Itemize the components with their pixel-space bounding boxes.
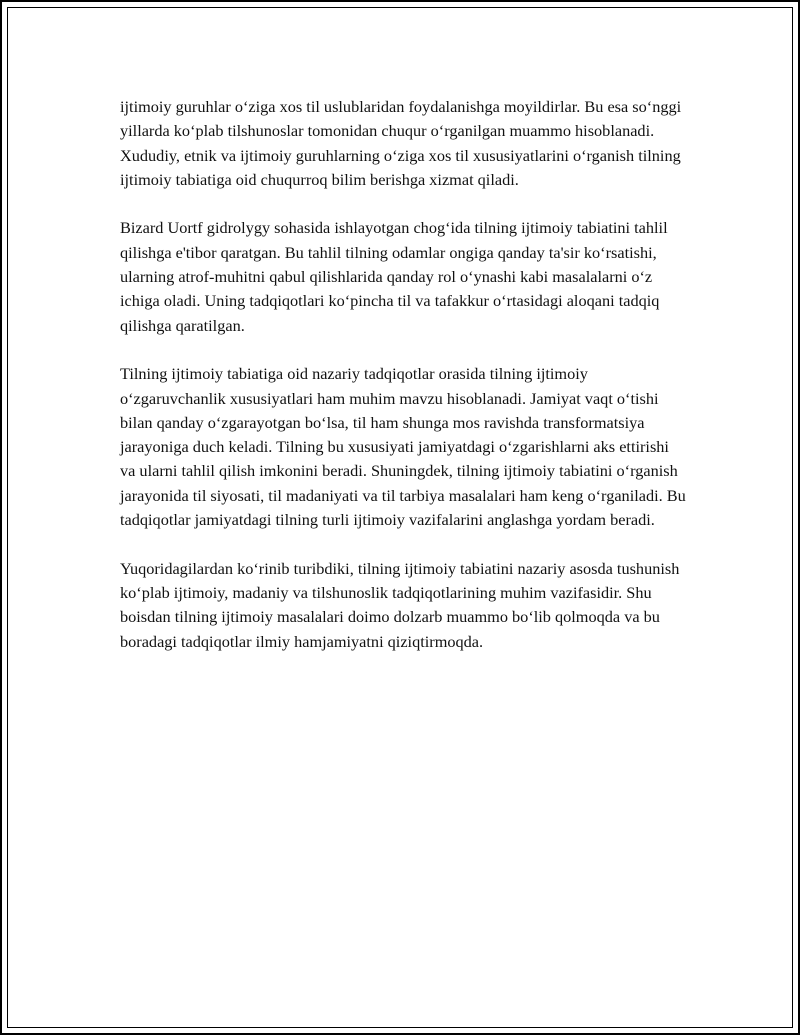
paragraph-1: ijtimoiy guruhlar o‘ziga xos til uslublaridan foydalanishga moyildirlar. Bu esa so‘nggi yillarda ko‘plab tilshunoslar tomonidan chuqur o‘rganilgan muammo hisoblanadi. Xududiy, etnik va ijtimoiy guruhlarning o‘ziga xos til xususiyatlarini o‘rganish tilning ijtimoiy tabiatiga oid chuqurroq bilim berishga xizmat qiladi. xyxy=(120,97,682,189)
document-body xyxy=(120,95,688,678)
paragraph-2: Bizard Uortf gidrolygy sohasida ishlayotgan chog‘ida tilning ijtimoiy tabiatini tahlil qilishga e'tibor qaratgan. Bu tahlil tilning odamlar ongiga qanday ta'sir ko‘rsatishi, ularning atrof-muhitni qabul qilishlarida qanday rol o‘ynashi kabi masalalarni o‘z ichiga oladi. Uning tadqiqotlari ko‘pincha til va tafakkur o‘rtasidagi aloqani tadqiq qilishga qaratilgan. xyxy=(120,218,668,335)
paragraph-3: Tilning ijtimoiy tabiatiga oid nazariy tadqiqotlar orasida tilning ijtimoiy o‘zgaruvchanlik xususiyatlari ham muhim mavzu hisoblanadi. Jamiyat vaqt o‘tishi bilan qanday o‘zgarayotgan bo‘lsa, til ham shunga mos ravishda transformatsiya jarayoniga duch keladi. Tilning bu xususiyati jamiyatdagi o‘zgarishlarni aks ettirishi va ularni tahlil qilish imkonini beradi. Shuningdek, tilning ijtimoiy tabiatini o‘rganish jarayonida til siyosati, til madaniyati va til tarbiya masalalari ham keng o‘rganiladi. Bu tadqiqotlar jamiyatdagi tilning turli ijtimoiy vazifalarini anglashga yordam beradi. xyxy=(120,364,686,530)
paragraph-4: Yuqoridagilardan ko‘rinib turibdiki, tilning ijtimoiy tabiatini nazariy asosda tushunish ko‘plab ijtimoiy, madaniy va tilshunoslik tadqiqotlarining muhim vazifasidir. Shu boisdan tilning ijtimoiy masalalari doimo dolzarb muammo bo‘lib qolmoqda va bu boradagi tadqiqotlar ilmiy hamjamiyatni qiziqtirmoqda. xyxy=(120,558,680,651)
